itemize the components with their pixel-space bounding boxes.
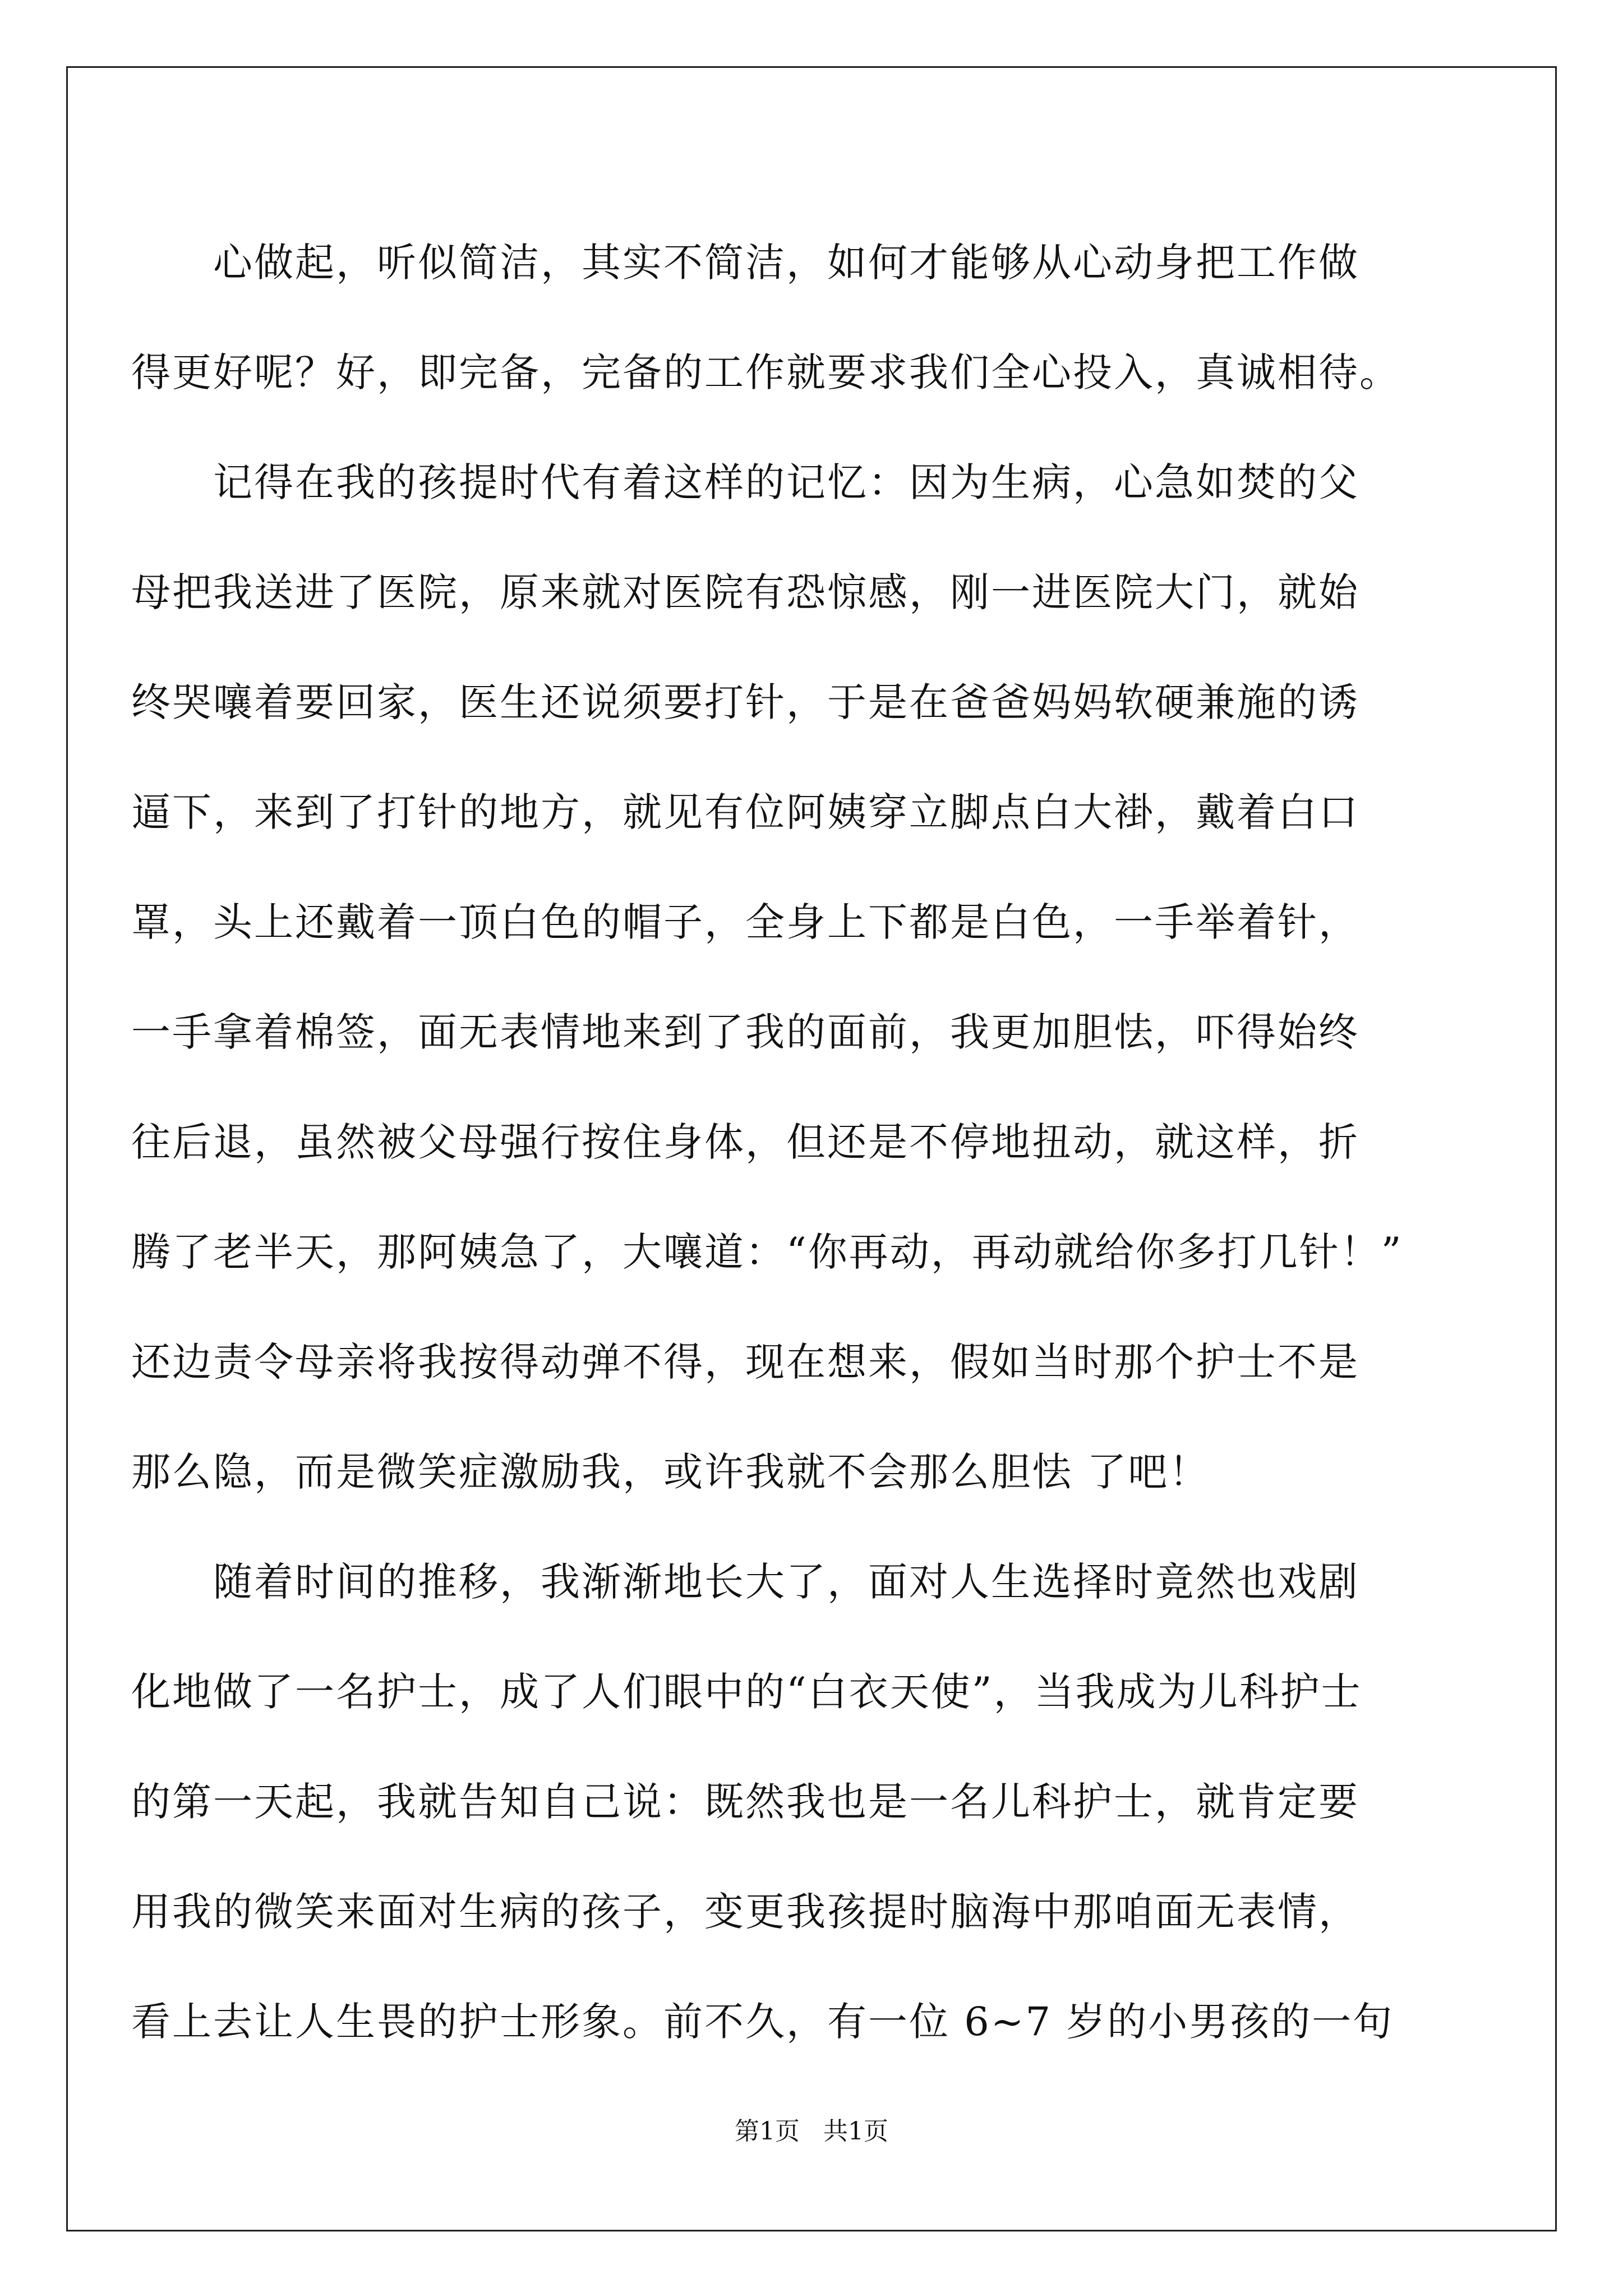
text-line: 往后退，虽然被父母强行按住身体，但还是不停地扭动，就这样，折 (131, 1119, 1359, 1165)
page-footer: 第1页 共1页 (735, 2117, 888, 2146)
text-line: 得更好呢？好，即完备，完备的工作就要求我们全心投入，真诚相待。 (131, 349, 1400, 395)
paragraph-1 (131, 208, 1492, 427)
paragraph-2 (131, 427, 1492, 1527)
paragraph-3 (131, 1527, 1492, 2077)
text-line: 随着时间的推移，我渐渐地长大了，面对人生选择时竟然也戏剧 (213, 1559, 1359, 1605)
text-line: 心做起，听似简洁，其实不简洁，如何才能够从心动身把工作做 (213, 240, 1359, 286)
text-line: 还边责令母亲将我按得动弹不得，现在想来，假如当时那个护士不是 (131, 1339, 1359, 1385)
document-body (131, 208, 1492, 2077)
text-line: 一手拿着棉签，面无表情地来到了我的面前，我更加胆怯，吓得始终 (131, 1009, 1359, 1055)
text-line: 那么隐，而是微笑症激励我，或许我就不会那么胆怯 了吧！ (131, 1449, 1210, 1495)
text-line: 腾了老半天，那阿姨急了，大嚷道：“你再动，再动就给你多打几针！” (131, 1229, 1403, 1275)
text-line: 逼下，来到了打针的地方，就见有位阿姨穿立脚点白大褂，戴着白口 (131, 789, 1359, 835)
text-line: 的第一天起，我就告知自己说：既然我也是一名儿科护士，就肯定要 (131, 1779, 1359, 1825)
text-line: 终哭嚷着要回家，医生还说须要打针，于是在爸爸妈妈软硬兼施的诱 (131, 679, 1359, 725)
text-line: 看上去让人生畏的护士形象。前不久，有一位 6~7 岁的小男孩的一句 (131, 1999, 1394, 2045)
text-line: 罩，头上还戴着一顶白色的帽子，全身上下都是白色，一手举着针， (131, 899, 1359, 945)
text-line: 母把我送进了医院，原来就对医院有恐惊感，刚一进医院大门，就始 (131, 569, 1359, 615)
text-line: 记得在我的孩提时代有着这样的记忆：因为生病，心急如焚的父 (213, 459, 1359, 505)
text-line: 用我的微笑来面对生病的孩子，变更我孩提时脑海中那咱面无表情， (131, 1889, 1359, 1935)
text-line: 化地做了一名护士，成了人们眼中的“白衣天使”，当我成为儿科护士 (131, 1669, 1362, 1715)
